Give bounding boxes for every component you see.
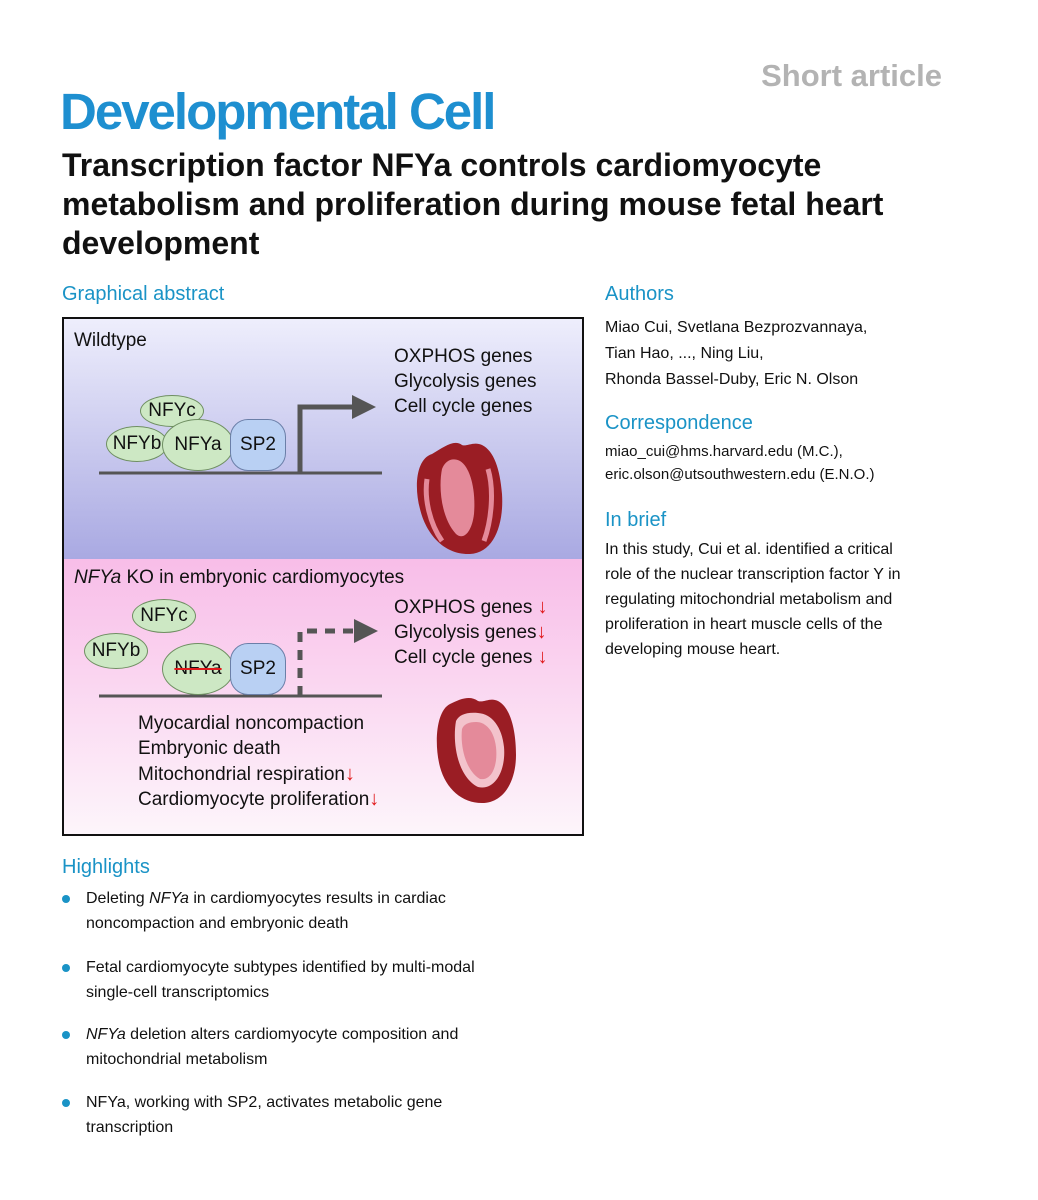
ko-phenotype-proliferation	[138, 787, 379, 812]
authors-list	[605, 315, 867, 393]
highlight-text: single-cell transcriptomics	[86, 984, 270, 1001]
ko-gene-glycolysis	[394, 620, 547, 645]
ko-nfyb-factor: NFYb	[84, 633, 148, 669]
in-brief-text	[605, 537, 901, 662]
ko-gene-oxphos-label: OXPHOS genes	[394, 597, 533, 618]
highlight-text: Fetal cardiomyocyte subtypes identified by multi-modal	[86, 959, 475, 976]
correspondence-emails	[605, 440, 875, 486]
highlight-text: in cardiomyocytes results in cardiac	[188, 890, 446, 907]
ko-dashed-arrow	[300, 631, 354, 696]
graphical-abstract	[62, 317, 584, 836]
bullet-icon	[62, 1031, 70, 1039]
ko-respiration-down-arrow: ↓	[345, 763, 355, 785]
wt-nfya-factor: NFYa	[162, 419, 234, 471]
highlight-text: NFYa, working with SP2, activates metabolic gene	[86, 1094, 443, 1111]
authors-line: Tian Hao, ..., Ning Liu,	[605, 345, 764, 362]
correspondence-heading: Correspondence	[605, 412, 753, 434]
in-brief-heading: In brief	[605, 509, 667, 531]
highlight-gene: NFYa	[149, 890, 189, 907]
ko-sp2-factor: SP2	[230, 643, 286, 695]
highlight-text: transcription	[86, 1119, 174, 1136]
knockout-label-gene: NFYa	[74, 567, 122, 588]
highlight-item	[62, 1090, 582, 1140]
ko-gene-oxphos	[394, 595, 548, 620]
authors-line: Rhonda Bassel-Duby, Eric N. Olson	[605, 371, 859, 388]
ko-heart-icon	[437, 698, 516, 803]
ko-phenotype-death: Embryonic death	[138, 738, 281, 759]
ko-nfyc-factor: NFYc	[132, 599, 196, 633]
knockout-label	[74, 566, 404, 590]
ko-phenotype-noncompaction: Myocardial noncompaction	[138, 713, 365, 734]
in-brief-line: proliferation in heart muscle cells of the	[605, 616, 883, 633]
in-brief-line: role of the nuclear transcription factor Y in	[605, 566, 901, 583]
wt-gene-oxphos: OXPHOS genes	[394, 346, 533, 367]
in-brief-line: developing mouse heart.	[605, 641, 781, 658]
correspondence-email-2[interactable]: eric.olson@utsouthwestern.edu (E.N.O.)	[605, 466, 875, 483]
in-brief-line: regulating mitochondrial metabolism and	[605, 591, 893, 608]
wt-nfyb-factor: NFYb	[106, 426, 168, 462]
wildtype-label: Wildtype	[74, 330, 147, 351]
bullet-icon	[62, 1099, 70, 1107]
ko-phenotype-respiration-label: Mitochondrial respiration	[138, 764, 345, 785]
wt-nfyc-factor: NFYc	[140, 395, 204, 427]
ko-gene-cell-cycle-label: Cell cycle genes	[394, 647, 533, 668]
bullet-icon	[62, 964, 70, 972]
ko-oxphos-down-arrow: ↓	[537, 596, 548, 618]
wt-transcription-arrow	[300, 407, 354, 473]
ko-arrow-head	[354, 619, 378, 643]
ko-gene-glycolysis-label: Glycolysis genes	[394, 622, 537, 643]
correspondence-email-1[interactable]: miao_cui@hms.harvard.edu (M.C.),	[605, 443, 843, 460]
wt-arrow-head	[352, 395, 376, 419]
ko-nfya-factor	[162, 643, 234, 695]
bullet-icon	[62, 895, 70, 903]
article-type: Short article	[761, 58, 942, 93]
wt-gene-glycolysis: Glycolysis genes	[394, 371, 537, 392]
ko-cell-cycle-down-arrow: ↓	[537, 646, 548, 668]
ko-gene-cell-cycle	[394, 645, 548, 670]
highlight-item	[62, 886, 582, 936]
highlight-text: noncompaction and embryonic death	[86, 915, 349, 932]
highlight-item	[62, 955, 582, 1005]
highlight-text: mitochondrial metabolism	[86, 1051, 268, 1068]
authors-heading: Authors	[605, 283, 674, 305]
highlight-gene: NFYa	[86, 1026, 126, 1043]
highlights-heading: Highlights	[62, 856, 150, 878]
knockout-label-rest: KO in embryonic cardiomyocytes	[121, 567, 405, 588]
graphical-abstract-heading: Graphical abstract	[62, 283, 225, 305]
ko-glycolysis-down-arrow: ↓	[536, 621, 547, 643]
ko-proliferation-down-arrow: ↓	[369, 788, 380, 810]
in-brief-line: In this study, Cui et al. identified a critical	[605, 541, 893, 558]
highlight-text: deletion alters cardiomyocyte composition and	[125, 1026, 459, 1043]
wt-sp2-factor: SP2	[230, 419, 286, 471]
ko-nfya-struck-label: NFYa	[174, 658, 222, 679]
highlight-text: Deleting	[86, 890, 150, 907]
article-title: Transcription factor NFYa controls cardiomyocyte metabolism and proliferation during mouse fetal heart development	[62, 147, 884, 261]
wt-heart-icon	[417, 443, 502, 554]
journal-title: Developmental Cell	[60, 83, 495, 140]
ko-phenotype-respiration	[138, 762, 355, 787]
ko-phenotype-proliferation-label: Cardiomyocyte proliferation	[138, 789, 370, 810]
highlight-item	[62, 1022, 582, 1072]
authors-line: Miao Cui, Svetlana Bezprozvannaya,	[605, 319, 868, 336]
wt-gene-cell-cycle: Cell cycle genes	[394, 396, 533, 417]
